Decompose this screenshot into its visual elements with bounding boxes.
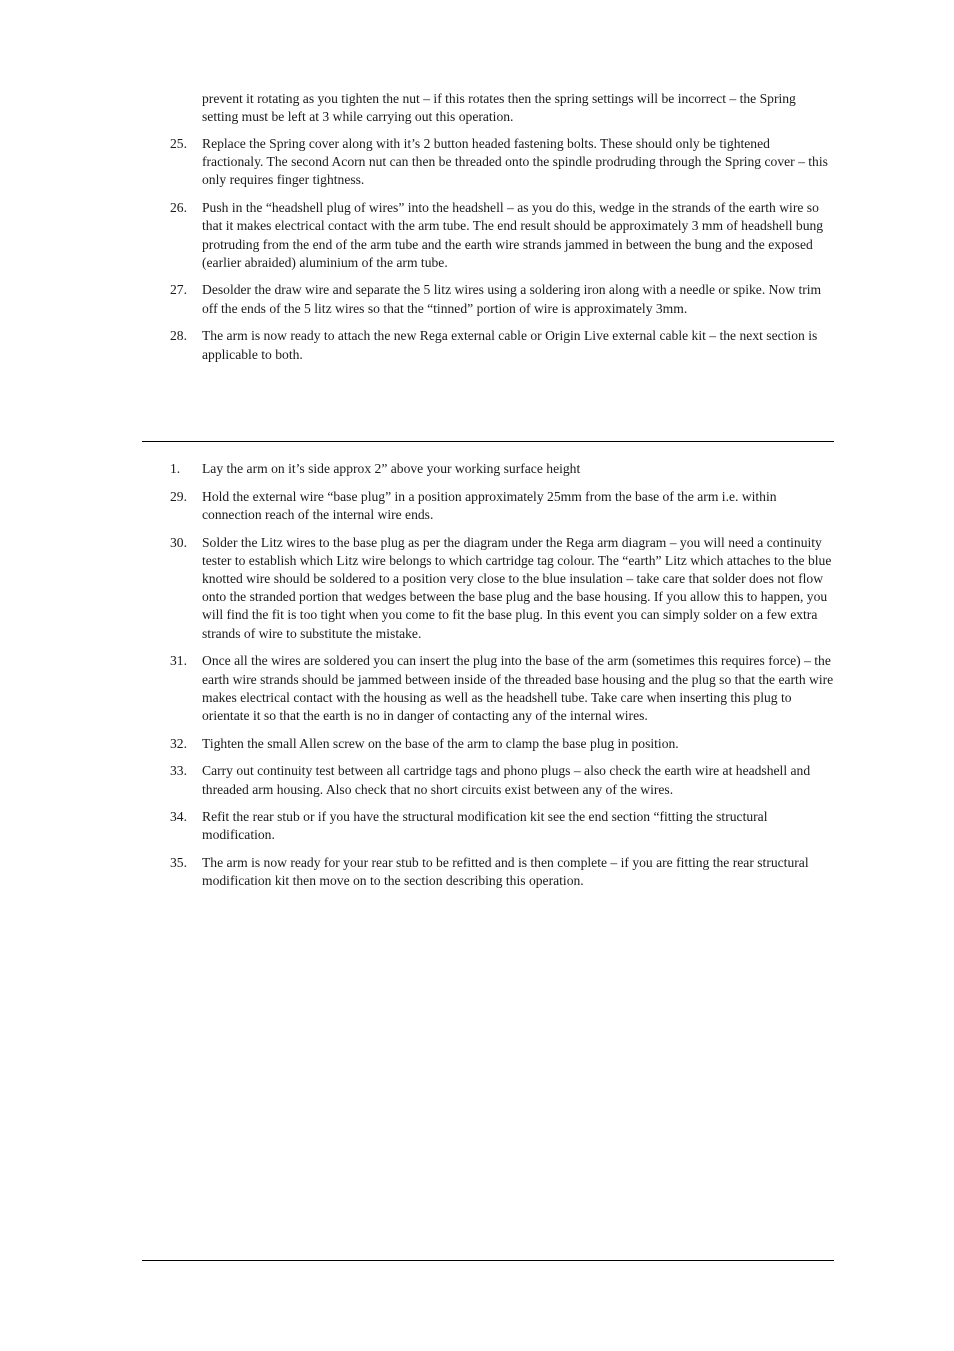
step-number: 26. xyxy=(170,200,187,216)
continuation-paragraph: prevent it rotating as you tighten the nut – if this rotates then the spring settings will be incorrect – the Spring setting must be left at 3 while carrying out this operation. xyxy=(202,91,796,125)
step-number: 32. xyxy=(170,735,187,751)
step-number: 28. xyxy=(170,328,187,344)
list-item xyxy=(170,199,834,272)
step-text: Hold the external wire “base plug” in a position approximately 25mm from the base of the arm i.e. within connection reach of the internal wire ends. xyxy=(202,488,777,522)
list-item xyxy=(170,735,834,753)
list-item xyxy=(170,652,834,725)
list-item xyxy=(170,488,834,524)
step-number: 35. xyxy=(170,855,187,871)
list-item xyxy=(170,281,834,317)
step-number: 27. xyxy=(170,282,187,298)
step-number: 30. xyxy=(170,534,187,550)
step-text: Lay the arm on it’s side approx 2” above your working surface height xyxy=(202,461,581,476)
step-text: The arm is now ready for your rear stub to be refitted and is then complete – if you are fitting the rear structural modification kit then move on to the section describing this operation. xyxy=(202,855,809,889)
step-number: 29. xyxy=(170,488,187,504)
steps-list-section-2 xyxy=(170,460,834,900)
section-divider xyxy=(142,441,834,442)
step-number: 1. xyxy=(170,461,181,476)
step-text: Refit the rear stub or if you have the structural modification kit see the end section “fitting the structural modification. xyxy=(202,809,768,843)
step-text: Desolder the draw wire and separate the 5 litz wires using a soldering iron along with a needle or spike. Now trim off the ends of the 5 litz wires so that the “tinned” portion of wire is approximately 3mm. xyxy=(202,282,822,316)
step-text: Solder the Litz wires to the base plug as per the diagram under the Rega arm diagram – you will need a continuity tester to establish which Litz wire belongs to which cartridge tag colour. The “earth” Litz which attaches to the blue knotted wire should be soldered to a position very close to the blue insulation – take care that solder does not flow onto the stranded portion that wedges between the base plug and the base housing. If you allow this to happen, you will find the fit is too tight when you come to fit the base plug. In this event you can simply solder on a few extra strands of wire to substitute the mistake. xyxy=(202,534,832,641)
list-item xyxy=(170,327,834,363)
list-item xyxy=(170,135,834,190)
step-text: Push in the “headshell plug of wires” into the headshell – as you do this, wedge in the strands of the earth wire so that it makes electrical contact with the arm tube. The end result should be approximately 3 mm of headshell bung protruding from the end of the arm tube and the earth wire strands jammed in between the bung and the exposed (earlier abraided) aluminium of the arm tube. xyxy=(202,200,824,270)
list-item xyxy=(170,808,834,844)
step-number: 25. xyxy=(170,136,187,151)
list-item xyxy=(170,854,834,890)
step-text: Carry out continuity test between all cartridge tags and phono plugs – also check the earth wire at headshell and threaded arm housing. Also check that no short circuits exist between any of the wires. xyxy=(202,763,811,797)
list-item xyxy=(170,534,834,643)
step-text: The arm is now ready to attach the new Rega external cable or Origin Live external cable kit – the next section is applicable to both. xyxy=(202,328,818,362)
step-number: 31. xyxy=(170,653,187,669)
steps-list-section-1 xyxy=(170,135,834,373)
footer-rule xyxy=(142,1260,834,1261)
step-text: Tighten the small Allen screw on the base of the arm to clamp the base plug in position. xyxy=(202,735,679,751)
step-number: 33. xyxy=(170,763,187,779)
step-text: Once all the wires are soldered you can insert the plug into the base of the arm (sometimes this requires force) – the earth wire strands should be jammed between inside of the threaded base housing and the plug so that the earth wire makes electrical contact with the housing as well as the headshell tube. Take care when inserting this plug to orientate it so that the earth is no in danger of contacting any of the internal wires. xyxy=(202,653,834,723)
step-text: Replace the Spring cover along with it’s 2 button headed fastening bolts. These should only be tightened fractionaly. The second Acorn nut can then be threaded onto the spindle prodruding through the Spring cover – this only requires finger tightness. xyxy=(202,136,828,188)
list-item xyxy=(170,762,834,798)
step-number: 34. xyxy=(170,809,187,825)
list-item xyxy=(170,460,834,478)
